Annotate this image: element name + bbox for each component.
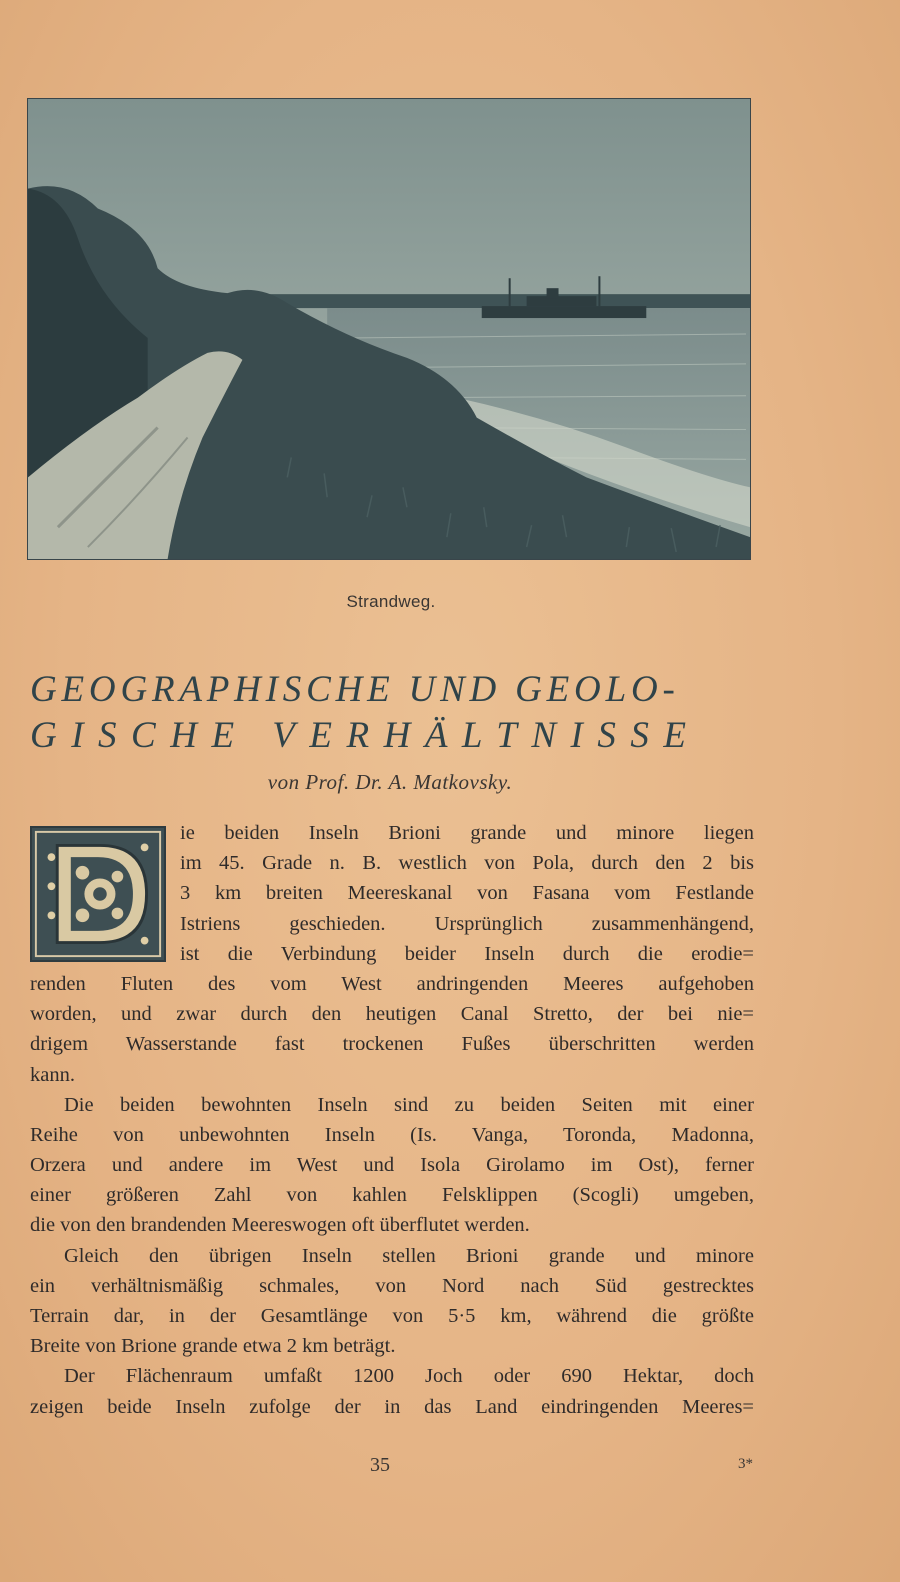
text-line: Der Flächenraum umfaßt 1200 Joch oder 690 Hektar, doch — [64, 1365, 754, 1388]
article-title — [30, 667, 760, 759]
photo-caption: Strandweg. — [346, 592, 436, 611]
text-line: drigem Wasserstande fast trockenen Fußes überschritten werden — [30, 1033, 754, 1056]
coastal-path-photo — [27, 98, 751, 560]
signature-mark: 3* — [738, 1456, 753, 1472]
text-line: im 45. Grade n. B. westlich von Pola, durch den 2 bis — [180, 852, 754, 875]
title-line-2 — [30, 713, 760, 759]
text-line: ie beiden Inseln Brioni grande und minore liegen — [180, 822, 754, 844]
text-line: einer größeren Zahl von kahlen Felsklippen (Scogli) umgeben, — [30, 1184, 754, 1207]
text-line: renden Fluten des vom West andringenden Meeres aufgehoben — [30, 972, 754, 995]
text-line: die von den brandenden Meereswogen oft überflutet werden. — [30, 1214, 530, 1237]
text-line: ein verhältnismäßig schmales, von Nord nach Süd gestrecktes — [30, 1274, 754, 1297]
text-line: Terrain dar, in der Gesamtlänge von 5·5 km, während die größte — [30, 1305, 754, 1327]
title-line-2-text: GISCHE VERHÄLTNISSE — [30, 715, 701, 756]
text-line: worden, und zwar durch den heutigen Canal Stretto, der bei nie= — [30, 1003, 754, 1026]
text-line: kann. — [30, 1063, 75, 1086]
text-line: Gleich den übrigen Inseln stellen Brioni grande und minore — [64, 1244, 754, 1267]
text-line: ist die Verbindung beider Inseln durch die erodie= — [180, 942, 754, 965]
text-line: Reihe von unbewohnten Inseln (Is. Vanga, Toronda, Madonna, — [30, 1123, 754, 1146]
text-line: Die beiden bewohnten Inseln sind zu beiden Seiten mit einer — [64, 1093, 754, 1116]
text-line: zeigen beide Inseln zufolge der in das Land eindringenden Meeres= — [30, 1395, 754, 1418]
text-line: Breite von Brione grande etwa 2 km beträgt. — [30, 1335, 396, 1358]
initial-letter: D — [32, 828, 33, 829]
text-line: 3 km breiten Meereskanal von Fasana vom Festlande — [180, 882, 754, 905]
title-line-1-text: GEOGRAPHISCHE UND GEOLO- — [30, 669, 680, 710]
article-author: von Prof. Dr. A. Matkovsky. — [267, 770, 513, 794]
page-number: 35 — [370, 1454, 390, 1476]
text-line: Orzera und andere im West und Isola Girolamo im Ost), ferner — [30, 1154, 754, 1177]
article-body — [30, 818, 754, 1422]
text-line: Istriens geschieden. Ursprünglich zusammenhängend, — [180, 912, 754, 935]
title-line-1 — [30, 667, 760, 713]
